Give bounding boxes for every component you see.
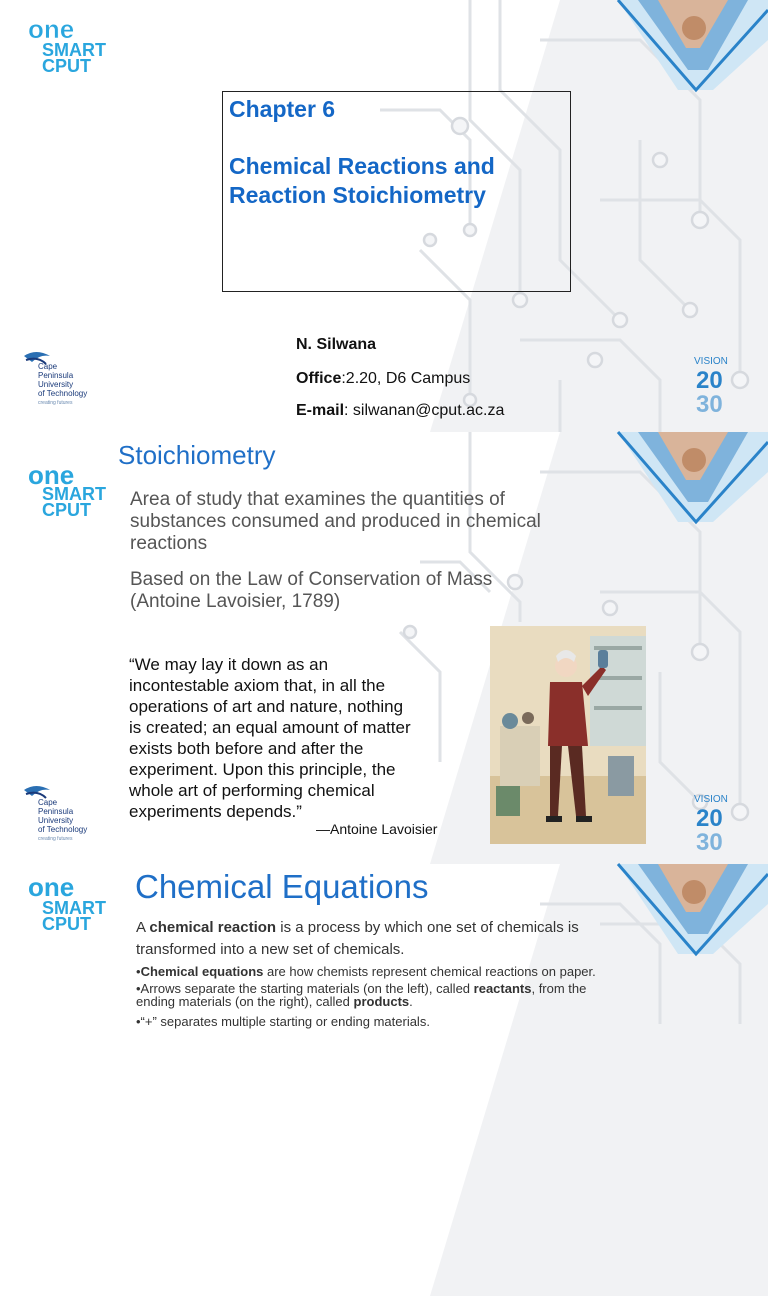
one-smart-cput-logo [26,872,122,932]
chapter-label: Chapter 6 [229,96,336,122]
law-line-1: Based on the Law of Conservation of Mass [130,569,493,590]
svg-text:30: 30 [696,391,723,418]
cput-line-3: University [38,816,74,825]
vision-2030-logo [694,352,736,418]
text-segment: ending materials (on the right), called [136,994,354,1009]
slide-chemical-equations [0,864,768,1029]
title-line-1: Chemical Reactions and [229,153,495,179]
one-smart-cput-logo [26,14,122,74]
svg-text:CPUT: CPUT [42,56,91,76]
one-smart-cput-logo [26,446,122,520]
cput-line-2: Peninsula [38,807,74,816]
text-segment: are how chemists represent chemical reactions on paper. [263,964,596,979]
svg-text:SMART: SMART [42,898,106,918]
text-segment: • [136,964,141,979]
svg-text:one: one [28,460,75,490]
email-info [296,402,504,420]
svg-text:SMART: SMART [42,40,106,60]
text-segment: . [409,994,413,1009]
quote-line: whole art of performing chemical [129,781,375,800]
reaction-definition-line-2: transformed into a new set of chemicals. [136,941,405,958]
slide-stoichiometry [0,432,768,864]
law-line-2: (Antoine Lavoisier, 1789) [130,591,341,612]
svg-text:one: one [28,872,75,902]
quote-line: “We may lay it down as an [129,655,329,674]
email-value: : silwanan@cput.ac.za [344,402,505,419]
cput-line-4: of Technology [38,825,88,834]
bullet-plus: •“+” separates multiple starting or ending materials. [136,1014,430,1029]
cput-line-3: University [38,380,74,389]
cput-line-2: Peninsula [38,371,74,380]
office-value: :2.20, D6 Campus [341,370,471,387]
cput-line-4: of Technology [38,389,88,398]
svg-text:20: 20 [696,367,723,394]
svg-text:VISION: VISION [694,356,728,367]
quote-line: operations of art and nature, nothing [129,697,404,716]
bullet-equations [136,964,596,980]
definition-line-1: Area of study that examines the quantities of [130,489,505,510]
bold-term: Chemical equations [140,964,264,979]
quote-attribution: —Antoine Lavoisier [316,821,438,837]
cput-wordmark [38,362,87,398]
lavoisier-portrait-image [490,626,646,844]
slide-title: Stoichiometry [118,440,276,470]
cput-tagline: creating futures [38,400,73,406]
quote-line: experiment. Upon this principle, the [129,760,396,779]
svg-text:CPUT: CPUT [42,914,91,934]
bold-term: products [353,994,410,1009]
svg-text:VISION: VISION [694,794,728,805]
quote-line: experiments depends.” [129,802,302,821]
email-label: E-mail [296,402,345,419]
quote-line: is created; an equal amount of matter [129,718,411,737]
quote-line: exists both before and after the [129,739,364,758]
title-line-2: Reaction Stoichiometry [229,182,486,208]
svg-text:30: 30 [696,829,723,856]
header-chevron-graphic [618,432,768,522]
svg-text:one: one [28,14,75,44]
office-label: Office [296,370,342,387]
slide-title-text [229,152,569,210]
text-segment: A [136,919,150,936]
header-chevron-graphic [618,0,768,90]
text-segment: is a process by which one set of chemicals is [276,919,579,936]
svg-text:CPUT: CPUT [42,500,91,520]
slide-title [0,0,768,432]
svg-text:SMART: SMART [42,484,106,504]
bullet-arrows-cont [136,995,413,1008]
cput-tagline: creating futures [38,836,73,842]
definition-paragraph [130,489,541,555]
definition-line-3: reactions [130,533,208,554]
svg-text:20: 20 [696,805,723,832]
slide-title: Chemical Equations [135,868,429,905]
quote-line: incontestable axiom that, in all the [129,676,386,695]
text-segment: , from the [531,981,587,996]
author-name: N. Silwana [296,336,377,353]
bold-term: reactants [473,981,532,996]
bold-term: chemical reaction [149,919,277,936]
reaction-definition-line-1 [136,920,579,936]
cput-line-1: Cape [38,798,58,807]
law-paragraph [130,569,492,613]
cput-wordmark [38,798,87,834]
text-segment: •Arrows separate the starting materials (on the left), called [136,981,474,996]
definition-line-2: substances consumed and produced in chemical [130,511,541,532]
lavoisier-quote [129,654,429,822]
cput-line-1: Cape [38,362,58,371]
office-info [296,370,470,388]
vision-2030-logo [694,790,736,856]
header-chevron-graphic [618,864,768,954]
